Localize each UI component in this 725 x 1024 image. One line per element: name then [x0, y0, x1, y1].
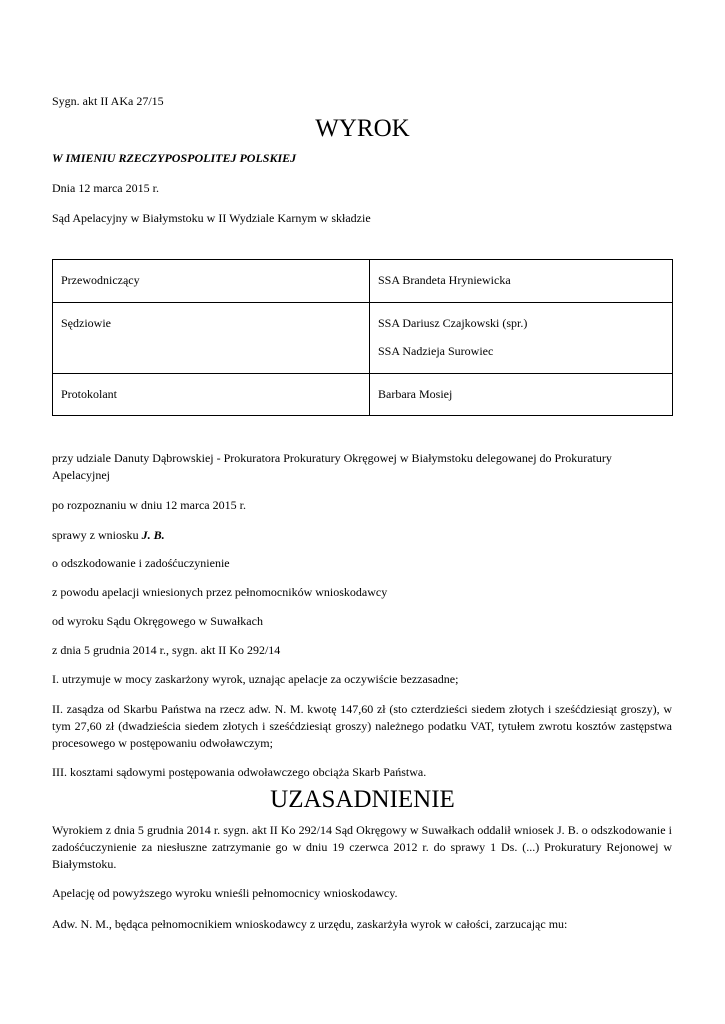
- judge-name: SSA Dariusz Czajkowski (spr.): [378, 316, 528, 330]
- judgment-date: z dnia 5 grudnia 2014 r., sygn. akt II Ko 292/14: [52, 643, 281, 657]
- appeal-reason: z powodu apelacji wniesionych przez pełnomocników wnioskodawcy: [52, 585, 388, 599]
- clerk-name: Barbara Mosiej: [378, 387, 453, 401]
- case-applicant: [52, 527, 672, 544]
- table-row: [53, 260, 673, 303]
- ruling-item-2: II. zasądza od Skarbu Państwa na rzecz adw. N. M. kwotę 147,60 zł (sto czterdzieści siedem złotych i sześćdziesiąt groszy), w tym 27,60 zł (dwadzieścia siedem złotych i sześćdziesiąt groszy) należnego podatku VAT, tytułem zwrotu kosztów zastępstwa procesowego w postępowaniu odwoławczym;: [52, 702, 672, 750]
- name-cell: [370, 260, 673, 303]
- appealed-judgment: od wyroku Sądu Okręgowego w Suwałkach: [52, 614, 263, 628]
- justification-paragraph-2: Apelację od powyższego wyroku wnieśli pełnomocnicy wnioskodawcy.: [52, 886, 398, 900]
- hearing-date: po rozpoznaniu w dniu 12 marca 2015 r.: [52, 498, 246, 512]
- role-cell: Protokolant: [53, 374, 370, 416]
- court-composition: Sąd Apelacyjny w Białymstoku w II Wydziale Karnym w składzie: [52, 211, 371, 225]
- justification-paragraph-1: Wyrokiem z dnia 5 grudnia 2014 r. sygn. akt II Ko 292/14 Sąd Okręgowy w Suwałkach oddalił wniosek J. B. o odszkodowanie i zadośćuczynienie za niesłuszne zatrzymanie go w dniu 19 czerwca 2012 r. do sprawy 1 Ds. (...) Prokuratury Rejonowej w Białymstoku.: [52, 823, 672, 871]
- ruling-item-3: III. kosztami sądowymi postępowania odwoławczego obciąża Skarb Państwa.: [52, 765, 427, 779]
- case-signature: Sygn. akt II AKa 27/15: [52, 94, 164, 108]
- verdict-date: Dnia 12 marca 2015 r.: [52, 181, 159, 195]
- name-cell: [370, 374, 673, 416]
- table-row: [53, 303, 673, 374]
- justification-title: UZASADNIENIE: [270, 786, 455, 813]
- court-panel-table: [52, 259, 673, 416]
- judge-name: SSA Nadzieja Surowiec: [378, 344, 494, 358]
- verdict-subtitle: W IMIENIU RZECZYPOSPOLITEJ POLSKIEJ: [52, 151, 297, 165]
- ruling-item-1: I. utrzymuje w mocy zaskarżony wyrok, uznając apelacje za oczywiście bezzasadne;: [52, 672, 459, 686]
- table-row: [53, 374, 673, 416]
- judge-name: SSA Brandeta Hryniewicka: [378, 273, 511, 287]
- justification-paragraph-3: Adw. N. M., będąca pełnomocnikiem wnioskodawcy z urzędu, zaskarżyła wyrok w całości, zarzucając mu:: [52, 917, 568, 931]
- role-cell: Przewodniczący: [53, 260, 370, 303]
- case-subject: o odszkodowanie i zadośćuczynienie: [52, 556, 230, 570]
- case-applicant-prefix: sprawy z wniosku: [52, 528, 142, 542]
- prosecutor-paragraph: przy udziale Danuty Dąbrowskiej - Prokuratora Prokuratury Okręgowej w Białymstoku delegowanej do Prokuratury Apelacyjnej: [52, 451, 612, 482]
- role-cell: Sędziowie: [53, 303, 370, 374]
- name-cell: [370, 303, 673, 374]
- verdict-title: WYROK: [315, 115, 410, 142]
- applicant-name: J. B.: [141, 528, 165, 542]
